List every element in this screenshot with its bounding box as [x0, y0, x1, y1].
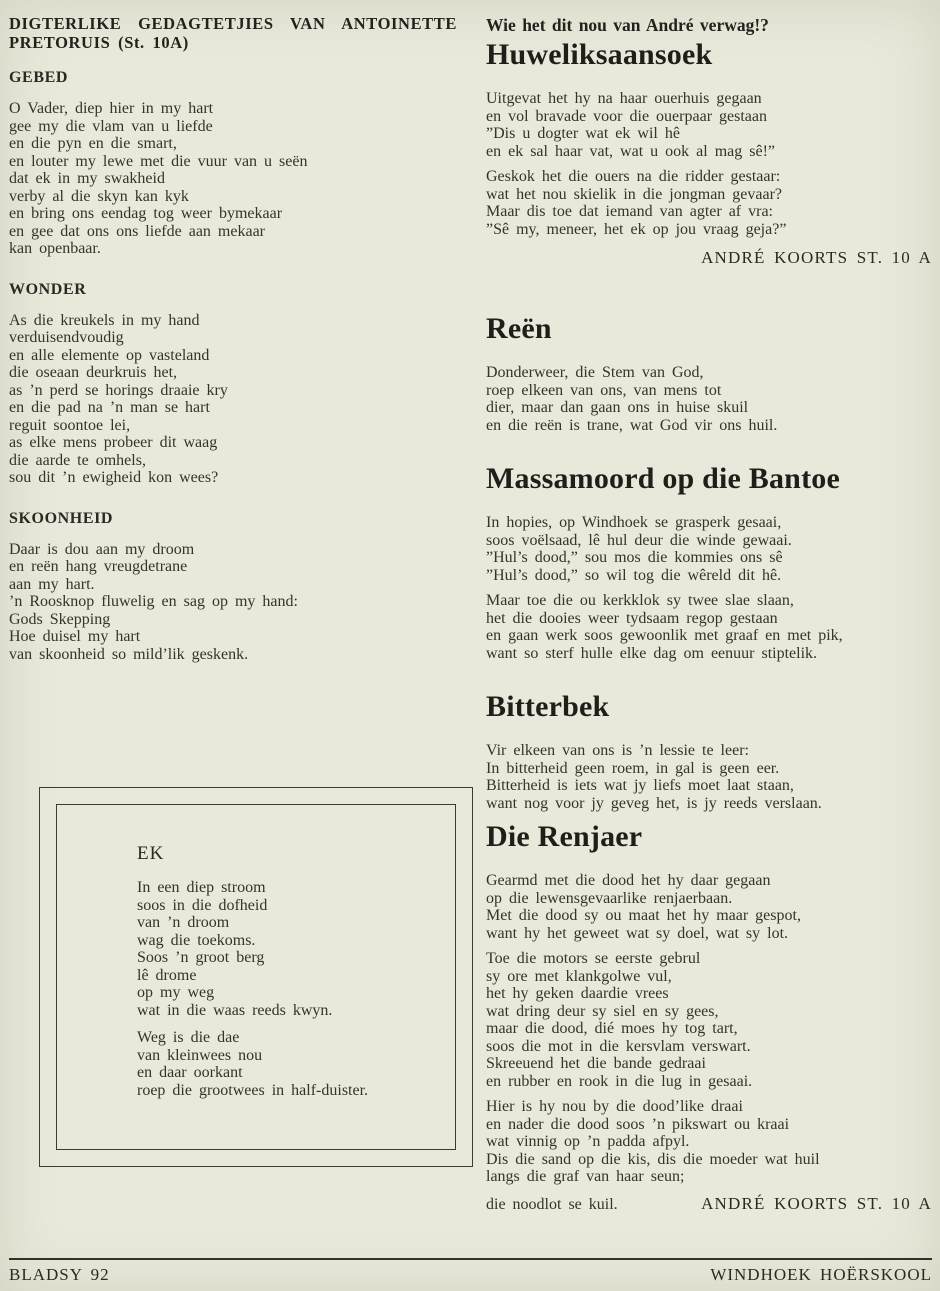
page-footer [9, 1258, 932, 1285]
poem-line: as ’n perd se horings draaie kry [9, 381, 228, 399]
poem-line: en gee dat ons ons liefde aan mekaar [9, 222, 266, 240]
poem-line: en daar oorkant [137, 1064, 243, 1081]
section-massamoord [486, 462, 932, 662]
poem-line: en reën hang vreugdetrane [9, 558, 188, 575]
stanza [486, 872, 932, 942]
stanza [486, 90, 932, 160]
footer-row [9, 1265, 932, 1285]
poem-line: kan openbaar. [9, 240, 101, 257]
poem-line: Donderweer, die Stem van God, [486, 364, 704, 381]
poem-line: verduisendvoudig [9, 329, 124, 346]
poem-line: die noodlot se kuil. [486, 1195, 618, 1213]
stanza [486, 514, 932, 584]
poem-line: soos voëlsaad, lê hul deur die winde gewaai. [486, 531, 792, 549]
poem-line: en alle elemente op vasteland [9, 346, 210, 364]
poem-line: en die pyn en die smart, [9, 135, 177, 152]
poem-line: die aarde te omhels, [9, 451, 146, 469]
poem-line: en nader die dood soos ’n pikswart ou kraai [486, 1115, 790, 1133]
poem-line: want nog voor jy geveg het, is jy reeds verslaan. [486, 794, 822, 812]
poem-line: het hy geken daardie vrees [486, 985, 669, 1002]
poem-line: Gearmd met die dood het hy daar gegaan [486, 872, 771, 889]
poem-line: Daar is dou aan my droom [9, 540, 195, 558]
poem-line: In bitterheid geen roem, in gal is geen eer. [486, 759, 780, 777]
poem-line: van skoonheid so mild’lik geskenk. [9, 645, 249, 663]
stanza [9, 541, 457, 664]
section-kicker: Wie het dit nou van André verwag!? [486, 15, 769, 35]
poem-title: GEBED [9, 69, 69, 86]
poem-line: Uitgevat het hy na haar ouerhuis gegaan [486, 90, 762, 107]
poem-line: en louter my lewe met die vuur van u seën [9, 152, 308, 170]
poem-line: lê drome [137, 966, 197, 984]
author-byline: ANDRÉ KOORTS ST. 10 A [701, 248, 932, 267]
poem-line: want hy het geweet wat sy doel, wat sy lot. [486, 924, 789, 942]
poem-line: verby al die skyn kan kyk [9, 187, 189, 205]
poem-line: Skreeuend het die bande gedraai [486, 1055, 706, 1072]
poem-line: want so sterf hulle elke dag om eenuur stiptelik. [486, 644, 818, 662]
poem-line: gee my die vlam van u liefde [9, 117, 213, 135]
poem-line: Weg is die dae [137, 1029, 240, 1046]
poem-line: en gaan werk soos gewoonlik met graaf en met pik, [486, 627, 843, 644]
left-column-header: DIGTERLIKE GEDAGTETJIES VAN ANTOINETTE PRETORUIS (St. 10A) [9, 14, 457, 52]
poem-line: In hopies, op Windhoek se grasperk gesaai, [486, 514, 782, 531]
poem-line: wat het nou skielik in die jongman gevaar? [486, 185, 783, 203]
poem-line: wag die toekoms. [137, 931, 256, 949]
stanza [486, 1098, 932, 1186]
section-title: Huweliksaansoek [486, 38, 713, 71]
stanza [9, 312, 457, 487]
section-reen [486, 312, 932, 434]
poem-line: dat ek in my swakheid [9, 170, 165, 187]
poem-line: Hoe duisel my hart [9, 628, 141, 645]
poem-line: roep die grootwees in half-duister. [137, 1081, 369, 1099]
stanza [486, 742, 932, 812]
boxed-poem-outer-border [39, 787, 473, 1167]
poem-line: soos in die dofheid [137, 896, 268, 914]
poem-line: Gods Skepping [9, 610, 111, 628]
left-column [9, 14, 457, 1167]
poem-line: reguit soontoe lei, [9, 416, 131, 434]
page-number: BLADSY 92 [9, 1265, 110, 1284]
poem-title: WONDER [9, 280, 87, 298]
poem-line: Bitterheid is iets wat jy liefs moet laat staan, [486, 777, 794, 794]
school-name: WINDHOEK HOËRSKOOL [710, 1265, 932, 1284]
poem-line: en die reën is trane, wat God vir ons huil. [486, 416, 778, 434]
poem-line: Met die dood sy ou maat het hy maar gespot, [486, 907, 801, 924]
stanza [486, 592, 932, 662]
poem-line: soos die mot in die kersvlam verswart. [486, 1037, 751, 1055]
poem-line: sou dit ’n ewigheid kon wees? [9, 469, 219, 486]
left-poems [9, 68, 457, 663]
poem-line: aan my hart. [9, 575, 95, 593]
poem-line: en ek sal haar vat, wat u ook al mag sê!” [486, 142, 776, 160]
poem-line: maar die dood, dié moes hy tog tart, [486, 1020, 738, 1037]
poem-line: dier, maar dan gaan ons in huise skuil [486, 399, 749, 416]
right-column [486, 14, 932, 1214]
poem-line: Hier is hy nou by die dood’like draai [486, 1098, 743, 1115]
section-title: Bitterbek [486, 690, 610, 723]
poem-line: ”Hul’s dood,” so wil tog die wêreld dit hê. [486, 566, 782, 584]
section-title: Die Renjaer [486, 820, 643, 853]
poem-line: ’n Roosknop fluwelig en sag op my hand: [9, 593, 298, 610]
stanza [137, 879, 435, 1019]
poem-line: Maar dis toe dat iemand van agter af vra: [486, 203, 773, 220]
poem-line: Dis die sand op die kis, dis die moeder wat huil [486, 1150, 820, 1168]
poem-line: van kleinwees nou [137, 1046, 263, 1064]
poem-line: het die dooies weer tydsaam regop gestaan [486, 609, 778, 627]
boxed-poem-title: EK [137, 843, 165, 864]
poem-line: ”Sê my, meneer, het ek op jou vraag geja?” [486, 220, 787, 238]
poem-line: en vol bravade voor die ouerpaar gestaan [486, 107, 767, 125]
poem-line: wat vinnig op ’n padda afpyl. [486, 1133, 690, 1150]
poem-line: sy ore met klankgolwe vul, [486, 967, 672, 985]
poem-line: roep elkeen van ons, van mens tot [486, 381, 722, 399]
author-byline: ANDRÉ KOORTS ST. 10 A [701, 1193, 932, 1213]
poem-line: en rubber en rook in die lug in gesaai. [486, 1072, 753, 1090]
poem-line: en die pad na ’n man se hart [9, 399, 210, 416]
poem-line: Soos ’n groot berg [137, 949, 265, 966]
stanza [137, 1029, 435, 1099]
poem-line: die oseaan deurkruis het, [9, 364, 178, 381]
poem-line: In een diep stroom [137, 879, 266, 896]
footer-rule [9, 1258, 932, 1260]
boxed-poem-inner-border [56, 804, 456, 1150]
poem-line: ”Dis u dogter wat ek wil hê [486, 125, 680, 142]
poem-line: en bring ons eendag tog weer bymekaar [9, 205, 283, 222]
poem-title: SKOONHEID [9, 509, 114, 527]
section-title: Reën [486, 312, 552, 345]
poem-line: wat dring deur sy siel en sy gees, [486, 1002, 719, 1020]
stanza [486, 950, 932, 1090]
section-title: Massamoord op die Bantoe [486, 462, 840, 495]
section-renjaer [486, 820, 932, 1214]
poem-line: Vir elkeen van ons is ’n lessie te leer: [486, 742, 749, 759]
poem-line: O Vader, diep hier in my hart [9, 100, 214, 117]
poem-line: van ’n droom [137, 914, 230, 931]
section-huweliksaansoek [486, 14, 932, 268]
poem-line: as elke mens probeer dit waag [9, 434, 218, 451]
stanza [486, 364, 932, 434]
poem-line: langs die graf van haar seun; [486, 1168, 685, 1185]
closing-row [486, 1194, 932, 1214]
stanza [9, 100, 457, 258]
section-bitterbek [486, 690, 932, 812]
poem-line: As die kreukels in my hand [9, 311, 200, 329]
poem-line: op die lewensgevaarlike renjaerbaan. [486, 889, 733, 907]
poem-line: op my weg [137, 984, 215, 1001]
poem-line: Geskok het die ouers na die ridder gestaar: [486, 168, 781, 185]
poem-line: wat in die waas reeds kwyn. [137, 1001, 333, 1019]
poem-line: Maar toe die ou kerkklok sy twee slae slaan, [486, 592, 794, 609]
stanza [486, 168, 932, 238]
boxed-poem-body [137, 879, 435, 1099]
poem-line: ”Hul’s dood,” sou mos die kommies ons sê [486, 549, 783, 566]
poem-line: Toe die motors se eerste gebrul [486, 950, 701, 967]
